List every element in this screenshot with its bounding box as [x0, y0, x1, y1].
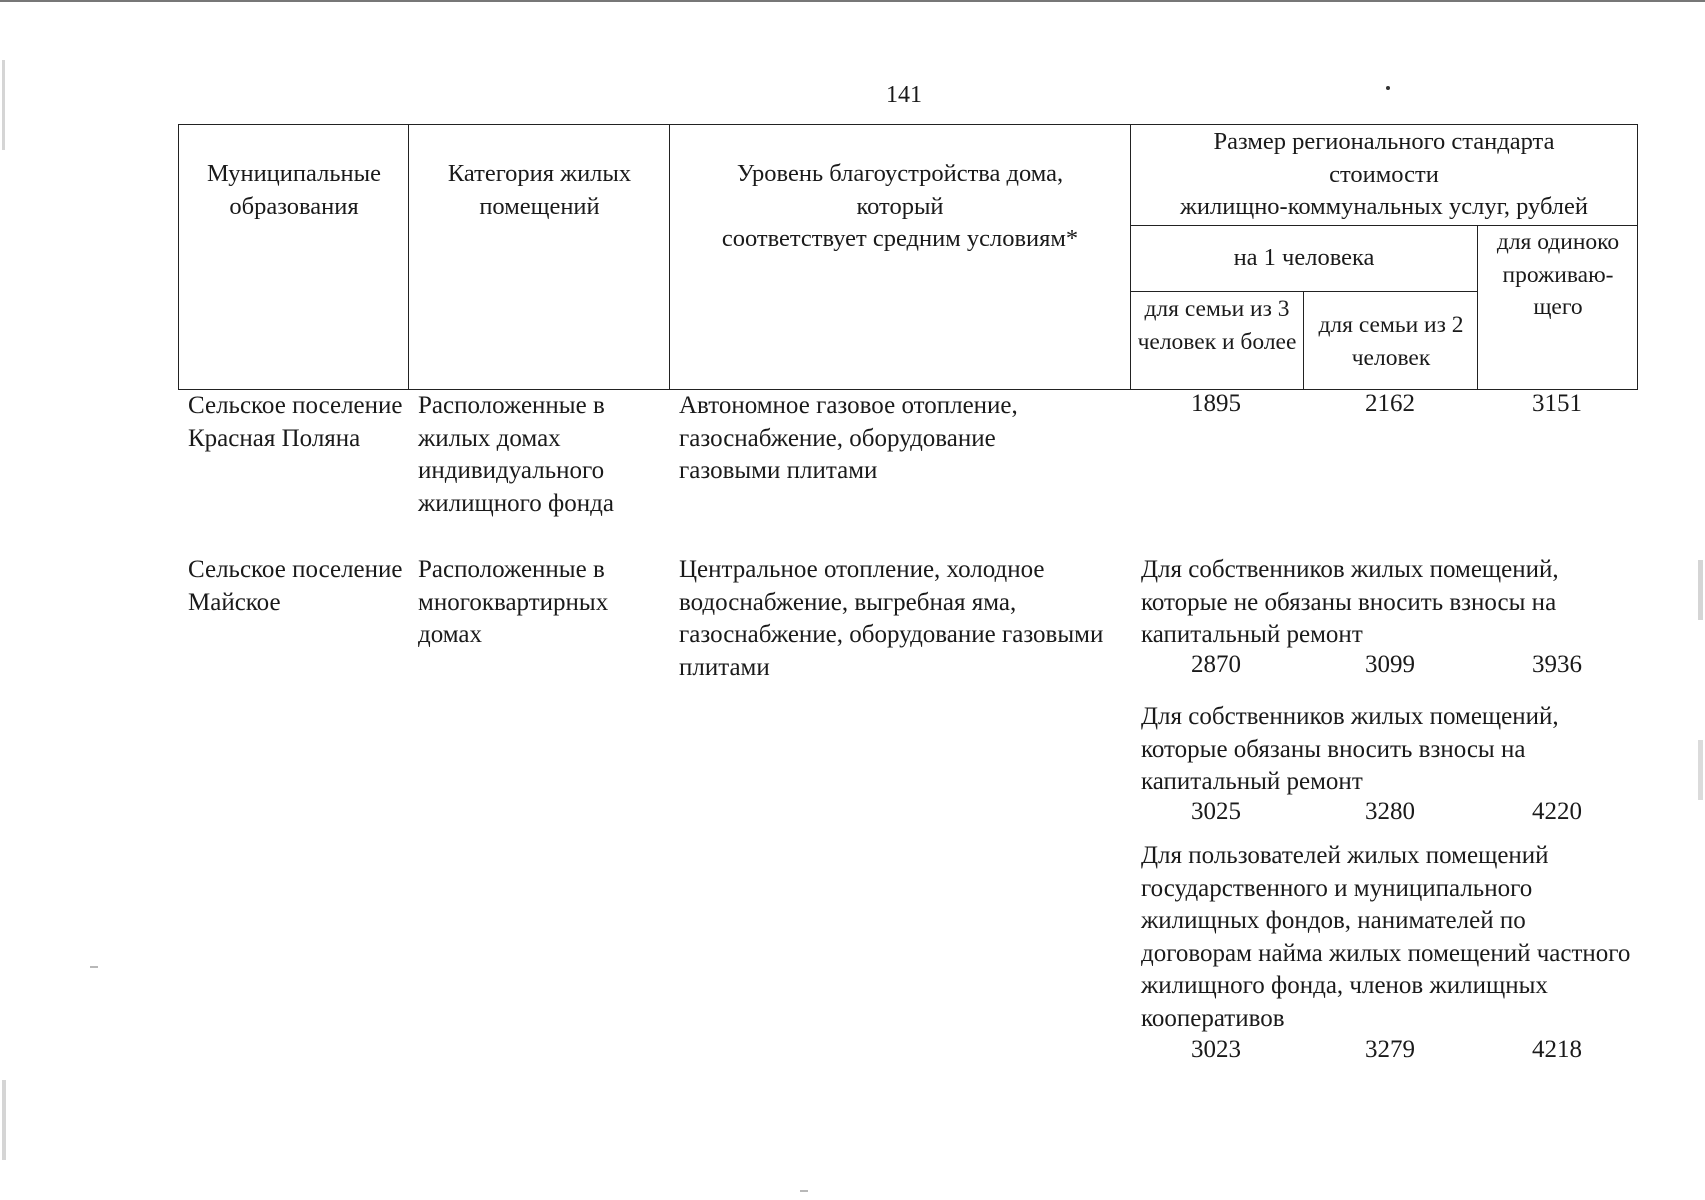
scan-noise — [1698, 740, 1703, 800]
row1-category: Расположенные в жилых домах индивидуального жилищного фонда — [418, 392, 614, 517]
row2-group3-text: Для пользователей жилых помещений государственного и муниципального жилищных фондов, нанимателей по договорам найма жилых помещений частного жилищного фонда, членов жилищных кооперативов — [1141, 842, 1631, 1032]
row2-category: Расположенные в многоквартирных домах — [418, 556, 609, 648]
header-standard-line: жилищно-коммунальных услуг, рублей — [1179, 193, 1589, 220]
row1-level: Автономное газовое отопление, газоснабжение, оборудование газовыми плитами — [679, 392, 1018, 484]
row2-level: Центральное отопление, холодное водоснабжение, выгребная яма, газоснабжение, оборудование газовыми плитами — [679, 556, 1104, 681]
header-family-2: для семьи из 2 человек — [1318, 312, 1464, 371]
header-standard-line: стоимости — [1329, 160, 1439, 188]
header-standard — [1132, 126, 1636, 224]
scan-noise — [2, 1080, 6, 1160]
header-per-person: на 1 человека — [1233, 244, 1375, 271]
row2-group3-value-single: 4218 — [1532, 1036, 1582, 1063]
row1-value-family-3: 1895 — [1191, 390, 1241, 417]
row2-group1-text: Для собственников жилых помещений, которые не обязаны вносить взносы на капитальный ремонт — [1141, 556, 1559, 648]
row2-group2-text: Для собственников жилых помещений, которые обязаны вносить взносы на капитальный ремонт — [1141, 703, 1559, 795]
header-level-line: соответствует средним условиям* — [721, 225, 1079, 252]
row1-municipality: Сельское поселение Красная Поляна — [188, 392, 403, 452]
row2-group1-value-family-2: 3099 — [1365, 651, 1415, 678]
header-single: для одиноко проживаю-щего — [1496, 229, 1620, 320]
header-level-line: Уровень благоустройства дома, — [736, 160, 1064, 187]
scan-top-border — [0, 0, 1705, 2]
row1-value-single: 3151 — [1532, 390, 1582, 417]
row2-group2-value-single: 4220 — [1532, 798, 1582, 825]
row2-group2-value-family-3: 3025 — [1191, 798, 1241, 825]
row2-municipality: Сельское поселение Майское — [188, 556, 403, 616]
header-level — [674, 158, 1126, 256]
scan-noise — [1698, 560, 1703, 620]
header-category: Категория жилых помещений — [447, 160, 632, 220]
row2-group3-value-family-3: 3023 — [1191, 1036, 1241, 1063]
page-number: 141 — [886, 82, 922, 108]
header-family-3: для семьи из 3 человек и более — [1137, 296, 1297, 355]
row2-group2-value-family-2: 3280 — [1365, 798, 1415, 825]
header-standard-line: Размер регионального стандарта — [1213, 128, 1555, 155]
row2-group1-value-family-3: 2870 — [1191, 651, 1241, 678]
header-municipality: Муниципальные образования — [207, 160, 381, 220]
scan-dot — [1386, 86, 1390, 90]
row2-group3-value-family-2: 3279 — [1365, 1036, 1415, 1063]
scan-noise — [2, 60, 5, 150]
header-level-line: который — [856, 192, 944, 220]
scan-noise — [90, 966, 98, 968]
row2-group1-value-single: 3936 — [1532, 651, 1582, 678]
row1-value-family-2: 2162 — [1365, 390, 1415, 417]
scan-noise — [800, 1190, 808, 1192]
